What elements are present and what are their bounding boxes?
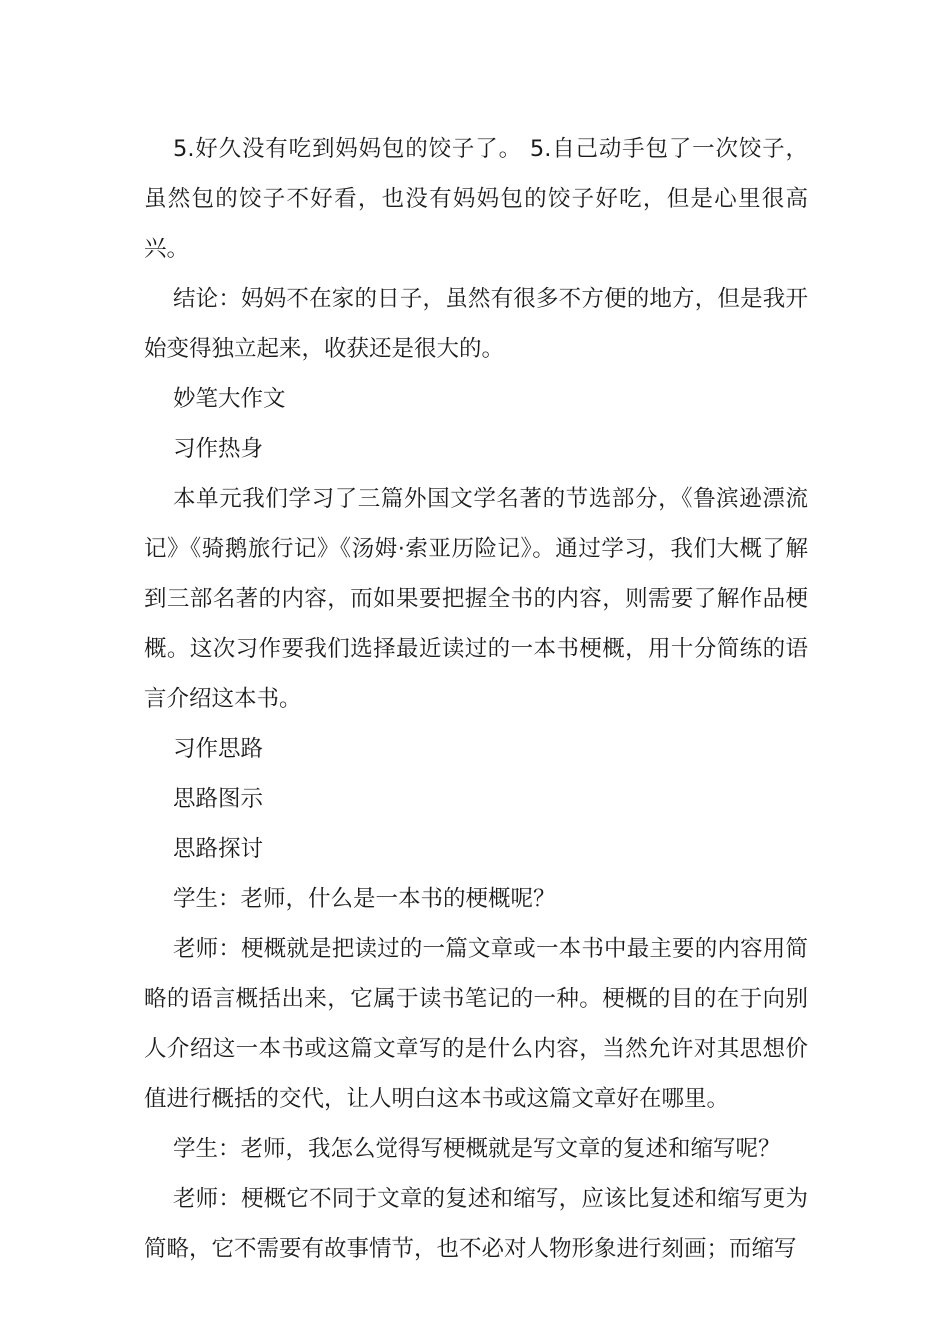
- paragraph-conclusion: 结论：妈妈不在家的日子，虽然有很多不方便的地方，但是我开始变得独立起来，收获还是很大的。: [144, 286, 808, 362]
- paragraph-dumplings: 5.好久没有吃到妈妈包的饺子了。 5.自己动手包了一次饺子，虽然包的饺子不好看，也没有妈妈包的饺子好吃，但是心里很高兴。: [144, 136, 808, 262]
- dialogue-student-question-2: 学生：老师，我怎么觉得写梗概就是写文章的复述和缩写呢？: [173, 1136, 781, 1162]
- section-heading-composition: 妙笔大作文: [173, 386, 286, 412]
- section-heading-approach: 习作思路: [173, 736, 264, 762]
- section-heading-warmup: 习作热身: [173, 436, 264, 462]
- dialogue-teacher-answer-2: 老师：梗概它不同于文章的复述和缩写，应该比复述和缩写更为简略，它不需要有故事情节，也不必对人物形象进行刻画；而缩写: [144, 1186, 808, 1262]
- section-heading-diagram: 思路图示: [173, 786, 264, 812]
- paragraph-unit-intro: 本单元我们学习了三篇外国文学名著的节选部分，《鲁滨逊漂流记》《骑鹅旅行记》《汤姆·索亚历险记》。通过学习，我们大概了解到三部名著的内容，而如果要把握全书的内容，则需要了解作品梗概。这次习作要我们选择最近读过的一本书梗概，用十分简练的语言介绍这本书。: [144, 486, 808, 712]
- document-body: [144, 124, 808, 1274]
- dialogue-student-question-1: 学生：老师，什么是一本书的梗概呢？: [173, 886, 556, 912]
- dialogue-teacher-answer-1: 老师：梗概就是把读过的一篇文章或一本书中最主要的内容用简略的语言概括出来，它属于读书笔记的一种。梗概的目的在于向别人介绍这一本书或这篇文章写的是什么内容，当然允许对其思想价值进行概括的交代，让人明白这本书或这篇文章好在哪里。: [144, 936, 808, 1112]
- section-heading-discussion: 思路探讨: [173, 836, 264, 862]
